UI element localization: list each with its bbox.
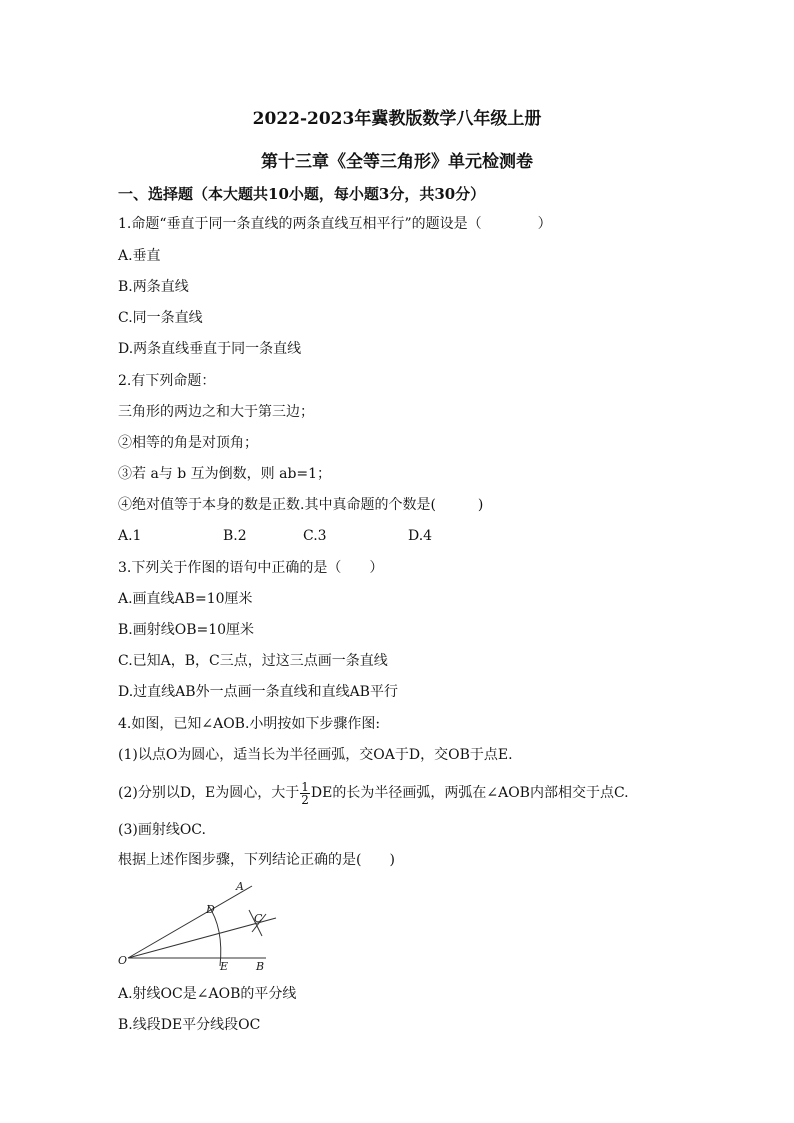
q3-option-d: D.过直线AB外一点画一条直线和直线AB平行 bbox=[118, 684, 398, 700]
ray-oa bbox=[128, 886, 252, 958]
point-o-label: O bbox=[118, 954, 128, 967]
q4-option-b: B.线段DE平分线段OC bbox=[118, 1017, 261, 1033]
q4-ask: 根据上述作图步骤，下列结论正确的是( ) bbox=[118, 852, 395, 868]
q4-option-a: A.射线OC是∠AOB的平分线 bbox=[118, 986, 297, 1002]
q3-option-b: B.画射线OB=10厘米 bbox=[118, 622, 255, 638]
point-a-label: A bbox=[236, 880, 244, 893]
q2-item-1: 三角形的两边之和大于第三边； bbox=[118, 404, 314, 420]
q4-stem: 4.如图，已知∠AOB.小明按如下步骤作图: bbox=[118, 716, 381, 732]
exam-title-line1: 2022-2023年冀教版数学八年级上册 bbox=[252, 109, 542, 129]
section-heading: 一、选择题（本大题共10小题，每小题3分，共30分） bbox=[118, 185, 486, 203]
point-b-label: B bbox=[256, 960, 265, 973]
q4-step2-prefix: (2)分别以D，E为圆心，大于 bbox=[118, 785, 300, 801]
q4-step2 bbox=[118, 776, 629, 810]
q2-option-b: B.2 bbox=[223, 528, 247, 544]
q2-option-d: D.4 bbox=[408, 528, 433, 544]
angle-bisector-figure bbox=[116, 880, 278, 976]
q4-step1: (1)以点O为圆心，适当长为半径画弧，交OA于D，交OB于点E. bbox=[118, 747, 513, 763]
q2-item-4: ④绝对值等于本身的数是正数.其中真命题的个数是( ) bbox=[118, 497, 484, 513]
q1-option-c: C.同一条直线 bbox=[118, 310, 203, 326]
q1-option-a: A.垂直 bbox=[118, 248, 161, 264]
q2-option-c: C.3 bbox=[303, 528, 327, 544]
point-c-label: C bbox=[254, 912, 263, 925]
q2-option-a: A.1 bbox=[118, 528, 142, 544]
point-d-label: D bbox=[206, 903, 215, 916]
q3-stem: 3.下列关于作图的语句中正确的是（ ） bbox=[118, 560, 384, 576]
one-half-fraction: $\frac{1}{2}$ bbox=[301, 779, 309, 807]
q2-item-3: ③若 a与 b 互为倒数，则 ab=1； bbox=[118, 466, 332, 482]
q1-stem: 1.命题“垂直于同一条直线的两条直线互相平行”的题设是（ ） bbox=[118, 216, 552, 232]
q4-step3: (3)画射线OC. bbox=[118, 822, 206, 838]
q2-stem: 2.有下列命题： bbox=[118, 373, 216, 389]
q2-item-2: ②相等的角是对顶角； bbox=[118, 435, 258, 451]
q1-option-d: D.两条直线垂直于同一条直线 bbox=[118, 341, 302, 357]
q1-option-b: B.两条直线 bbox=[118, 279, 189, 295]
point-e-label: E bbox=[220, 960, 229, 973]
q3-option-a: A.画直线AB=10厘米 bbox=[118, 591, 253, 607]
exam-title-line2: 第十三章《全等三角形》单元检测卷 bbox=[261, 152, 533, 172]
q3-option-c: C.已知A，B，C三点，过这三点画一条直线 bbox=[118, 653, 388, 669]
q4-step2-suffix: DE的长为半径画弧，两弧在∠AOB内部相交于点C. bbox=[310, 785, 629, 801]
